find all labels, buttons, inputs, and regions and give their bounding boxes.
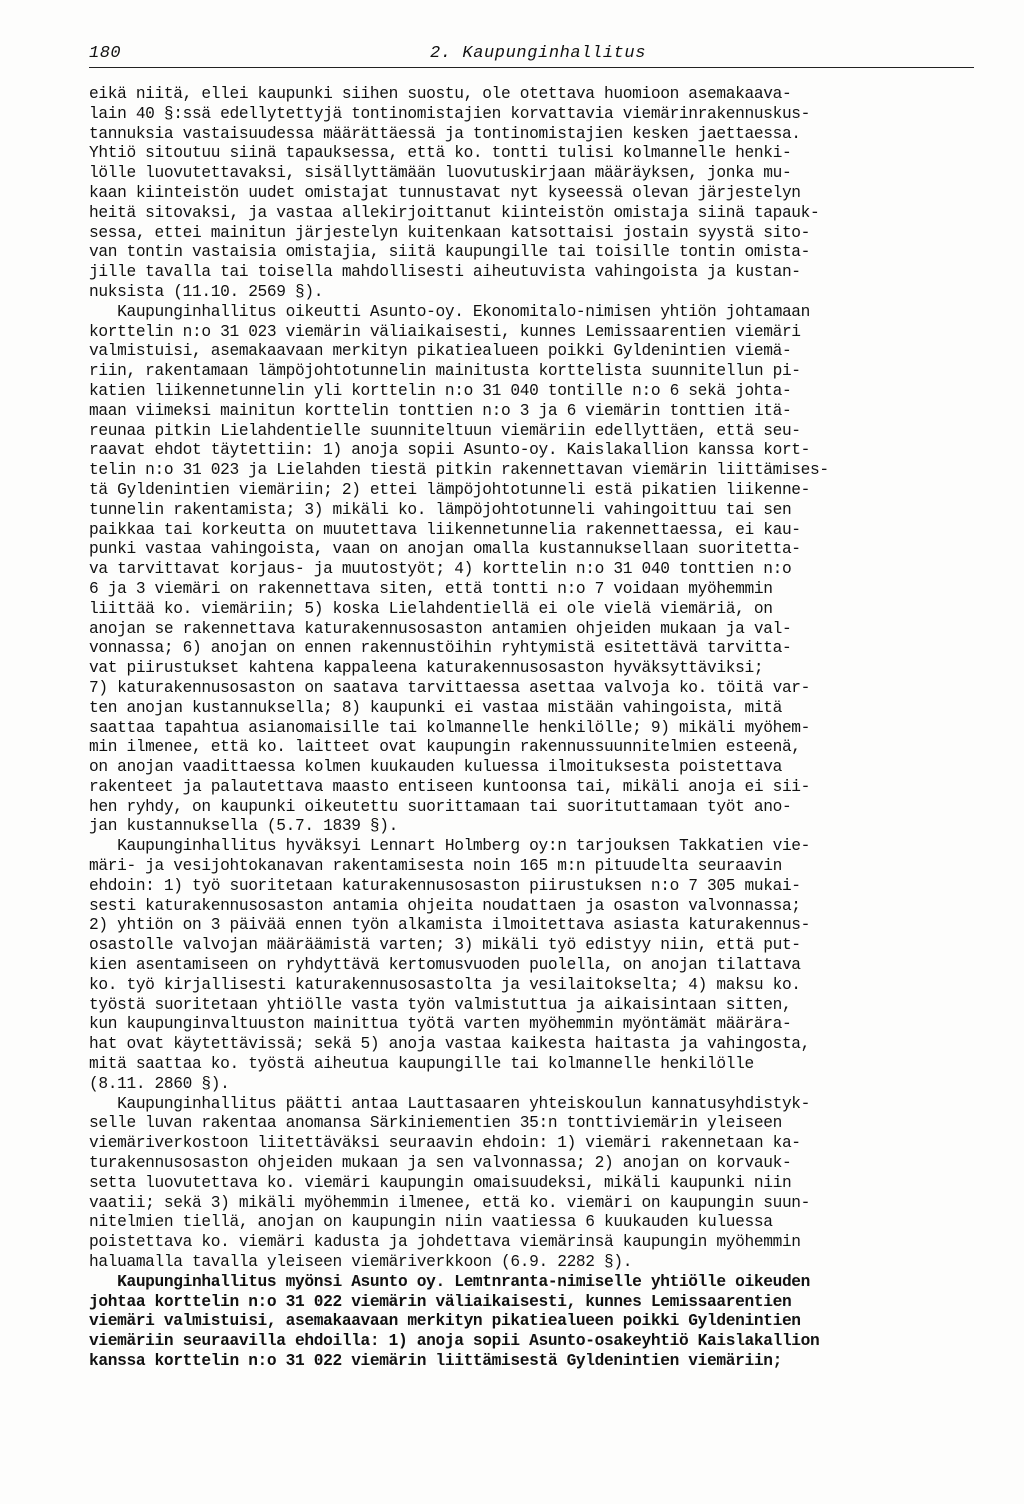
text-line: ko. työ kirjallisesti katurakennusosastolta ja vesilaitokselta; 4) maksu ko. [89, 975, 801, 994]
text-line: va tarvittavat korjaus- ja muutostyöt; 4) korttelin n:o 31 040 tonttien n:o [89, 560, 792, 579]
text-line: viemäri valmistuisi, asemakaavaan merkityn pikatiealueen poikki Gyldenintien [89, 1312, 801, 1331]
text-line: 2) yhtiön on 3 päivää ennen työn alkamista ilmoitettava asiasta katurakennus- [89, 916, 811, 935]
text-line: valmistuisi, asemakaavaan merkityn pikatiealueen poikki Gyldenintien viemä- [89, 342, 792, 361]
text-line: Kaupunginhallitus hyväksyi Lennart Holmberg oy:n tarjouksen Takkatien vie- [89, 837, 811, 856]
text-line: osastolle valvojan määräämistä varten; 3) mikäli työ edistyy niin, että put- [89, 936, 801, 955]
text-line: poistettava ko. viemäri kadusta ja johdettava viemärinsä kaupungin myöhemmin [89, 1233, 801, 1252]
text-line: kun kaupunginvaltuuston mainittua työtä varten myöhemmin myöntämät määrära- [89, 1015, 792, 1034]
text-line: korttelin n:o 31 023 viemärin väliaikaisesti, kunnes Lemissaarentien viemäri [89, 322, 801, 341]
text-line: märi- ja vesijohtokanavan rakentamisesta noin 165 m:n pituudelta seuraavin [89, 857, 782, 876]
text-line: reunaa pitkin Lielahdentielle suunniteltuun viemäriin edellyttäen, että seu- [89, 421, 801, 440]
running-title: 2. Kaupunginhallitus [430, 44, 647, 63]
text-line: (8.11. 2860 §). [89, 1074, 230, 1093]
text-line: eikä niitä, ellei kaupunki siihen suostu, ole otettava huomioon asemakaava- [89, 85, 792, 103]
text-line: viemäriverkostoon liitettäväksi seuraavin ehdoin: 1) viemäri rakennetaan ka- [89, 1134, 801, 1153]
text-line: lölle luovutettavaksi, sisällyttämään luovutuskirjaan määräyksen, jonka mu- [89, 164, 792, 183]
page-header [89, 44, 974, 66]
text-line: 6 ja 3 viemäri on rakennettava siten, että tontti n:o 7 voidaan myöhemmin [89, 579, 773, 598]
text-line: kaan kiinteistön uudet omistajat tunnustavat nyt kyseessä olevan järjestelyn [89, 183, 801, 202]
text-line: Kaupunginhallitus myönsi Asunto oy. Lemtnranta-nimiselle yhtiölle oikeuden [89, 1272, 811, 1291]
text-line: haluamalla tavalla yleiseen viemäriverkkoon (6.9. 2282 §). [89, 1253, 633, 1272]
text-line: raavat ehdot täytettiin: 1) anoja sopii Asunto-oy. Kaislakallion kanssa kort- [89, 441, 811, 460]
text-line: telin n:o 31 023 ja Lielahden tiestä pitkin rakennettavan viemärin liittämises- [89, 461, 829, 480]
text-line: nuksista (11.10. 2569 §). [89, 282, 324, 301]
text-line: min ilmenee, että ko. laitteet ovat kaupungin rakennussuunnitelmien esteenä, [89, 738, 801, 757]
text-line: setta luovutettava ko. viemäri kaupungin omaisuudeksi, mikäli kaupunki niin [89, 1173, 792, 1192]
text-line: vonnassa; 6) anojan on ennen rakennustöihin ryhtymistä esitettävä tarvitta- [89, 639, 792, 658]
text-line: saattaa tapahtua asianomaisille tai kolmannelle henkilölle; 9) mikäli myöhem- [89, 718, 811, 737]
body-text [89, 85, 974, 1372]
text-line: Kaupunginhallitus oikeutti Asunto-oy. Ekonomitalo-nimisen yhtiön johtamaan [89, 302, 811, 321]
text-line: maan viimeksi mainitun korttelin tonttien n:o 3 ja 6 viemärin tonttien itä- [89, 401, 792, 420]
text-line: punki vastaa vahingoista, vaan on anojan omalla kustannuksellaan suoritetta- [89, 540, 801, 559]
text-line: rakenteet ja palautettava maasto entiseen kuntoonsa tai, mikäli anoja ei sii- [89, 777, 811, 796]
text-line: viemäriin seuraavilla ehdoilla: 1) anoja sopii Asunto-osakeyhtiö Kaislakallion [89, 1332, 820, 1351]
text-line: selle luvan rakentaa anomansa Särkiniementien 35:n tonttiviemärin yleiseen [89, 1114, 782, 1133]
text-line: tannuksia vastaisuudessa määrättäessä ja tontinomistajien kesken jaettaessa. [89, 124, 801, 143]
text-line: vaatii; sekä 3) mikäli myöhemmin ilmenee, että ko. viemäri on kaupungin suun- [89, 1193, 811, 1212]
text-line: turakennusosaston ohjeiden mukaan ja sen valvonnassa; 2) anojan on korvauk- [89, 1154, 792, 1173]
text-line: 7) katurakennusosaston on saatava tarvittaessa asettaa valvoja ko. töitä var- [89, 678, 811, 697]
text-line: katien liikennetunnelin yli korttelin n:o 31 040 tontille n:o 6 sekä johta- [89, 381, 792, 400]
text-line: ehdoin: 1) työ suoritetaan katurakennusosaston piirustuksen n:o 7 305 mukai- [89, 876, 801, 895]
header-rule [89, 67, 974, 68]
text-line: mitä saattaa ko. työstä aiheutua kaupungille tai kolmannelle henkilölle [89, 1055, 754, 1074]
text-line: paikkaa tai korkeutta on muutettava liikennetunnelia rakennettaessa, ei kau- [89, 520, 801, 539]
text-line: anojan se rakennettava katurakennusosaston antamien ohjeiden mukaan ja val- [89, 619, 792, 638]
text-line: työstä suoritetaan yhtiölle vasta työn valmistuttua ja aikaisintaan sitten, [89, 995, 792, 1014]
text-line: hat ovat käytettävissä; sekä 5) anoja vastaa kaikesta haitasta ja vahingosta, [89, 1035, 811, 1054]
text-line: hen ryhdy, on kaupunki oikeutettu suorittamaan tai suorituttamaan työt ano- [89, 797, 792, 816]
page-number: 180 [89, 44, 122, 63]
text-line: on anojan vaadittaessa kolmen kuukauden kuluessa ilmoituksesta poistettava [89, 758, 782, 777]
text-line: liittää ko. viemäriin; 5) koska Lielahdentiellä ei ole vielä viemäriä, on [89, 599, 773, 618]
text-line: tä Gyldenintien viemäriin; 2) ettei lämpöjohtotunneli estä pikatien liikenne- [89, 480, 811, 499]
text-line: jan kustannuksella (5.7. 1839 §). [89, 817, 399, 836]
text-line: van tontin vastaisia omistajia, siitä kaupungille tai toisille tontin omista- [89, 243, 811, 262]
text-line: nitelmien tiellä, anojan on kaupungin niin vaatiessa 6 kuukauden kuluessa [89, 1213, 773, 1232]
text-line: riin, rakentamaan lämpöjohtotunnelin mainitusta korttelista suunnitellun pi- [89, 362, 801, 381]
text-line: Yhtiö sitoutuu siinä tapauksessa, että ko. tontti tulisi kolmannelle henki- [89, 144, 792, 163]
text-line: ten anojan kustannuksella; 8) kaupunki ei vastaa mistään vahingoista, mitä [89, 698, 782, 717]
text-line: Kaupunginhallitus päätti antaa Lauttasaaren yhteiskoulun kannatusyhdistyk- [89, 1094, 811, 1113]
text-line: kien asentamiseen on ryhdyttävä kertomusvuoden puolella, on anojan tilattava [89, 956, 801, 975]
text-line: tunnelin rakentamista; 3) mikäli ko. lämpöjohtotunneli vahingoittuu tai sen [89, 500, 792, 519]
text-line: jille tavalla tai toisella mahdollisesti aiheutuvista vahingoista ja kustan- [89, 263, 801, 282]
text-line: kanssa korttelin n:o 31 022 viemärin liittämisestä Gyldenintien viemäriin; [89, 1352, 782, 1370]
text-line: johtaa korttelin n:o 31 022 viemärin väliaikaisesti, kunnes Lemissaarentien [89, 1292, 792, 1311]
text-line: heitä sitovaksi, ja vastaa allekirjoittanut kiinteistön omistaja siinä tapauk- [89, 203, 820, 222]
text-line: sesti katurakennusosaston antamia ohjeita noudattaen ja osaston valvonnassa; [89, 896, 801, 915]
text-line: sessa, ettei mainitun järjestelyn kuitenkaan katsottaisi jostain syystä sito- [89, 223, 811, 242]
text-line: vat piirustukset kahtena kappaleena katurakennusosaston hyväksyttäviksi; [89, 659, 764, 678]
text-line: lain 40 §:ssä edellytettyjä tontinomistajien korvattavia viemärinrakennuskus- [89, 104, 811, 123]
